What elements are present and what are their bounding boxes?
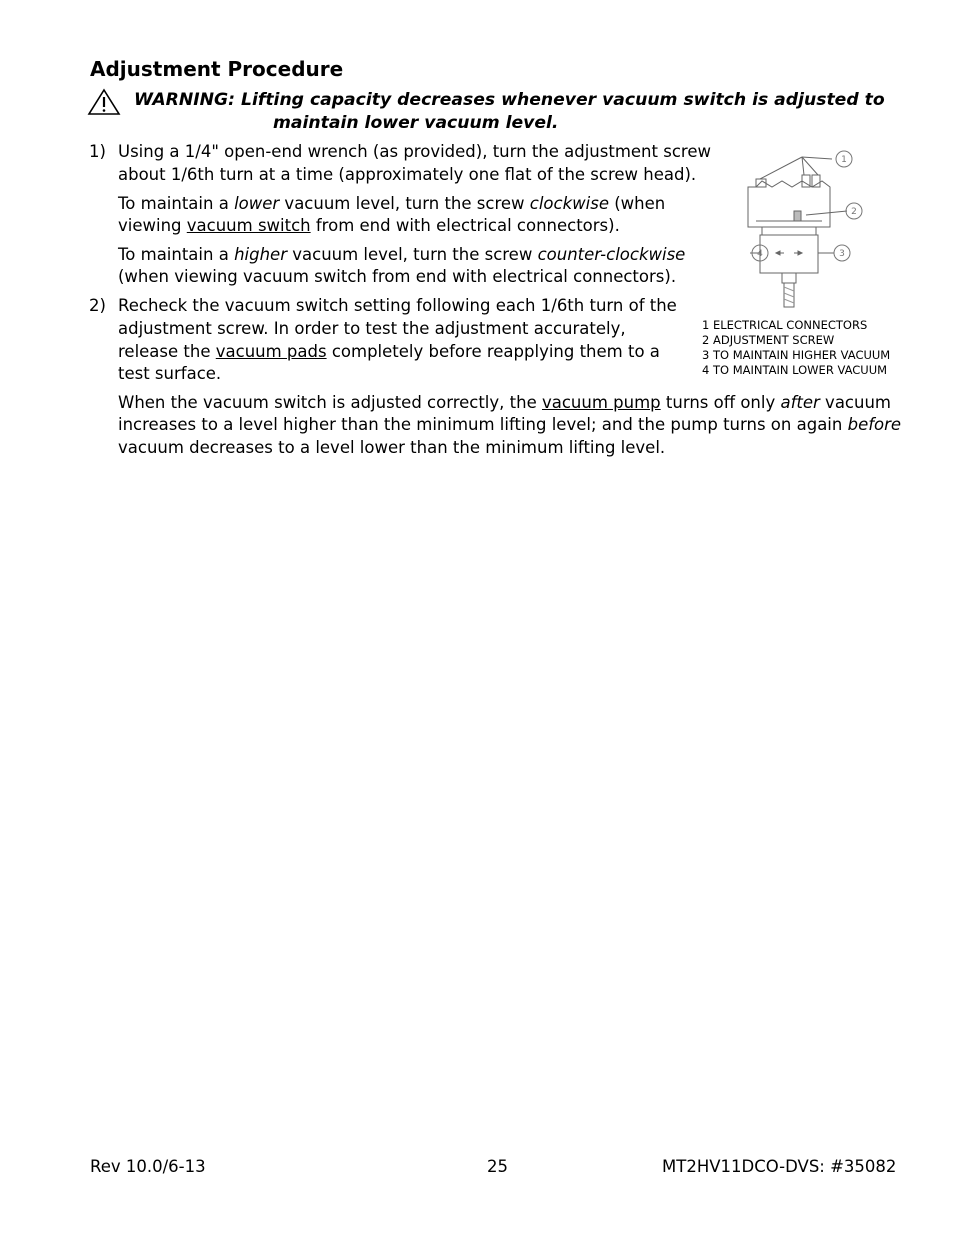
step1-higher-line-1: To maintain a higher vacuum level, turn the screw counter-clockwise [118,245,686,264]
step1-lower-line-2: viewing vacuum switch from end with electrical connectors). [118,216,620,235]
legend-item: 4 TO MAINTAIN LOWER VACUUM [702,363,888,377]
step-number-2: 2) [89,296,106,315]
warning-line-2: maintain lower vacuum level. [273,113,559,133]
step2-para2-line-3: vacuum decreases to a level lower than the minimum lifting level. [118,438,666,457]
step2-para2-line-2: increases to a level higher than the minimum lifting level; and the pump turns on again before [118,415,902,434]
section-heading: Adjustment Procedure [90,57,344,81]
vacuum-switch-link[interactable]: vacuum switch [186,216,311,235]
step1-lower-line-1: To maintain a lower vacuum level, turn the screw clockwise (when [118,194,666,213]
step2-para2-line-1: When the vacuum switch is adjusted correctly, the vacuum pump turns off only after vacuum [118,393,891,412]
legend-item: 3 TO MAINTAIN HIGHER VACUUM [702,348,891,362]
legend-item: 2 ADJUSTMENT SCREW [702,333,835,347]
step1-line-2: about 1/6th turn at a time (approximately one flat of the screw head). [118,165,697,184]
callout-4: 4 [757,249,763,259]
step1-line-1: Using a 1/4" open-end wrench (as provided), turn the adjustment screw [118,142,711,161]
warning-line-1: WARNING: Lifting capacity decreases whenever vacuum switch is adjusted to [134,90,885,110]
footer-model-number: MT2HV11DCO-DVS: #35082 [662,1157,897,1176]
step2-line-2: adjustment screw. In order to test the adjustment accurately, [118,319,626,338]
callout-1: 1 [841,155,847,165]
vacuum-pump-link[interactable]: vacuum pump [541,393,661,412]
step2-line-3: release the vacuum pads completely before reapplying them to a [118,342,660,361]
callout-2: 2 [851,207,857,217]
vacuum-pads-link[interactable]: vacuum pads [215,342,327,361]
step2-line-1: Recheck the vacuum switch setting following each 1/6th turn of the [118,296,677,315]
callout-3: 3 [839,249,845,259]
footer-page-number: 25 [487,1157,508,1176]
step1-higher-line-2: (when viewing vacuum switch from end with electrical connectors). [118,267,677,286]
step2-line-4: test surface. [118,364,222,383]
diagram-legend [702,318,890,378]
warning-triangle-icon [87,88,121,116]
footer-revision: Rev 10.0/6-13 [90,1157,206,1176]
step-number-1: 1) [89,142,106,161]
vacuum-switch-diagram [742,145,872,313]
legend-item: 1 ELECTRICAL CONNECTORS [702,318,868,332]
